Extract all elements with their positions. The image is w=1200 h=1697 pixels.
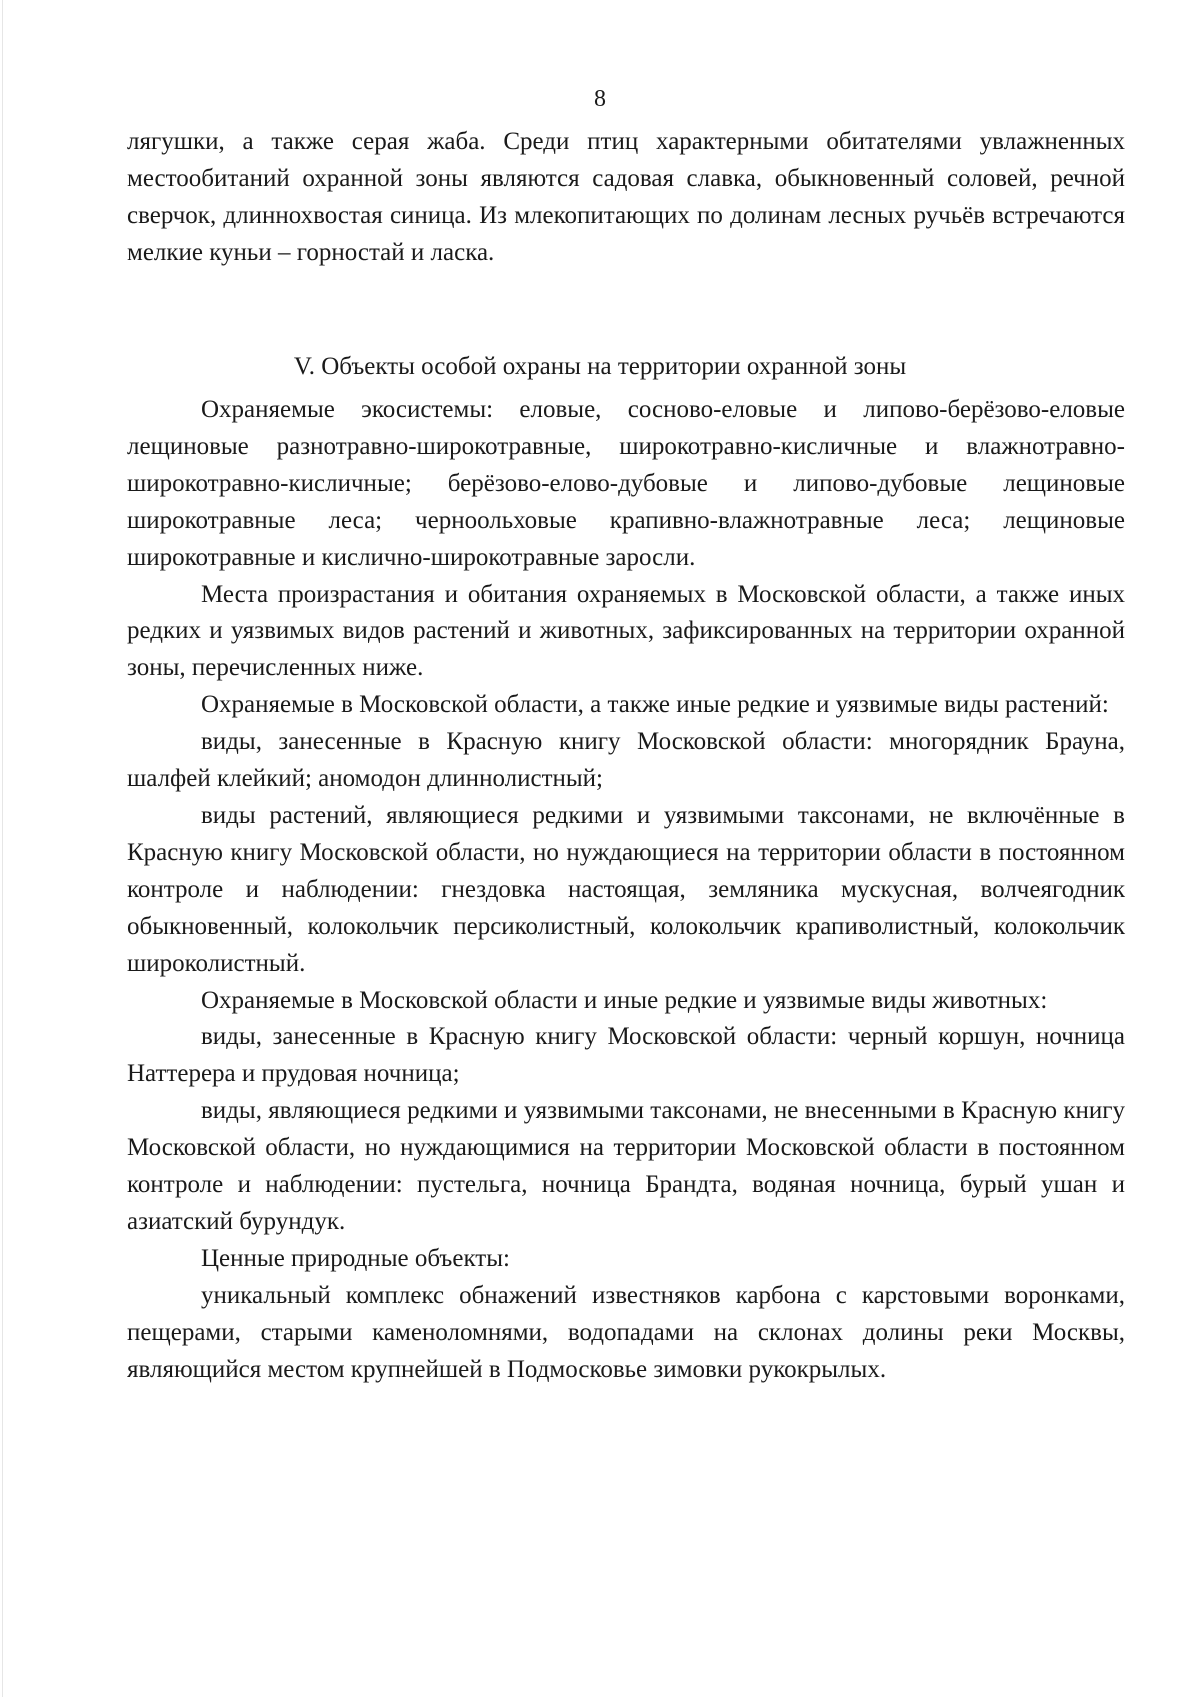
paragraph-animals-rare: виды, являющиеся редкими и уязвимыми таксонами, не внесенными в Красную книгу Московской области, но нуждающимися на территории Московской области в постоянном контроле и наблюдении: пустельга, ночница Брандта, водяная ночница, бурый ушан и азиатский бурундук. [127, 1097, 1125, 1235]
intro-block [127, 124, 1125, 272]
paragraph-plants-rare: виды растений, являющиеся редкими и уязвимыми таксонами, не включённые в Красную книгу Московской области, но нуждающиеся на территории области в постоянном контроле и наблюдении: гнездовка настоящая, земляника мускусная, волчеягодник обыкновенный, колокольчик персиколистный, колокольчик крапиволистный, колокольчик широколистный. [127, 801, 1125, 977]
section-heading: V. Объекты особой охраны на территории охранной зоны [293, 353, 907, 380]
page-number: 8 [594, 86, 606, 112]
paragraph-habitats: Места произрастания и обитания охраняемых в Московской области, а также иных редких и уязвимых видов растений и животных, зафиксированных на территории охранной зоны, перечисленных ниже. [127, 580, 1125, 682]
paragraph-plants-red-book: виды, занесенные в Красную книгу Московской области: многорядник Брауна, шалфей клейкий; аномодон длиннолистный; [127, 728, 1125, 793]
paragraph-plants-heading: Охраняемые в Московской области, а также иные редкие и уязвимые виды растений: [201, 691, 1109, 719]
paragraph-valuable-objects: уникальный комплекс обнажений известняков карбона с карстовыми воронками, пещерами, старыми каменоломнями, водопадами на склонах долины реки Москвы, являющийся местом крупнейшей в Подмосковье зимовки рукокрылых. [127, 1281, 1125, 1383]
section-body [127, 392, 1125, 1388]
paragraph-animals-red-book: виды, занесенные в Красную книгу Московской области: черный коршун, ночница Наттерера и прудовая ночница; [127, 1023, 1125, 1088]
paragraph-valuable-objects-heading: Ценные природные объекты: [201, 1244, 510, 1272]
intro-paragraph: лягушки, а также серая жаба. Среди птиц характерными обитателями увлажненных местообитаний охранной зоны являются садовая славка, обыкновенный соловей, речной сверчок, длиннохвостая синица. Из млекопитающих по долинам лесных ручьёв встречаются мелкие куньи – горностай и ласка. [127, 128, 1125, 266]
paragraph-protected-ecosystems: Охраняемые экосистемы: еловые, сосново-еловые и липово-берёзово-еловые лещиновые разнотравно-широкотравные, широкотравно-кисличные и влажнотравно-широкотравно-кисличные; берёзово-елово-дубовые и липово-дубовые лещиновые широкотравные леса; черноольховые крапивно-влажнотравные леса; лещиновые широкотравные и кислично-широкотравные заросли. [127, 396, 1125, 571]
scan-edge-left [2, 0, 3, 1697]
paragraph-animals-heading: Охраняемые в Московской области и иные редкие и уязвимые виды животных: [201, 986, 1048, 1014]
